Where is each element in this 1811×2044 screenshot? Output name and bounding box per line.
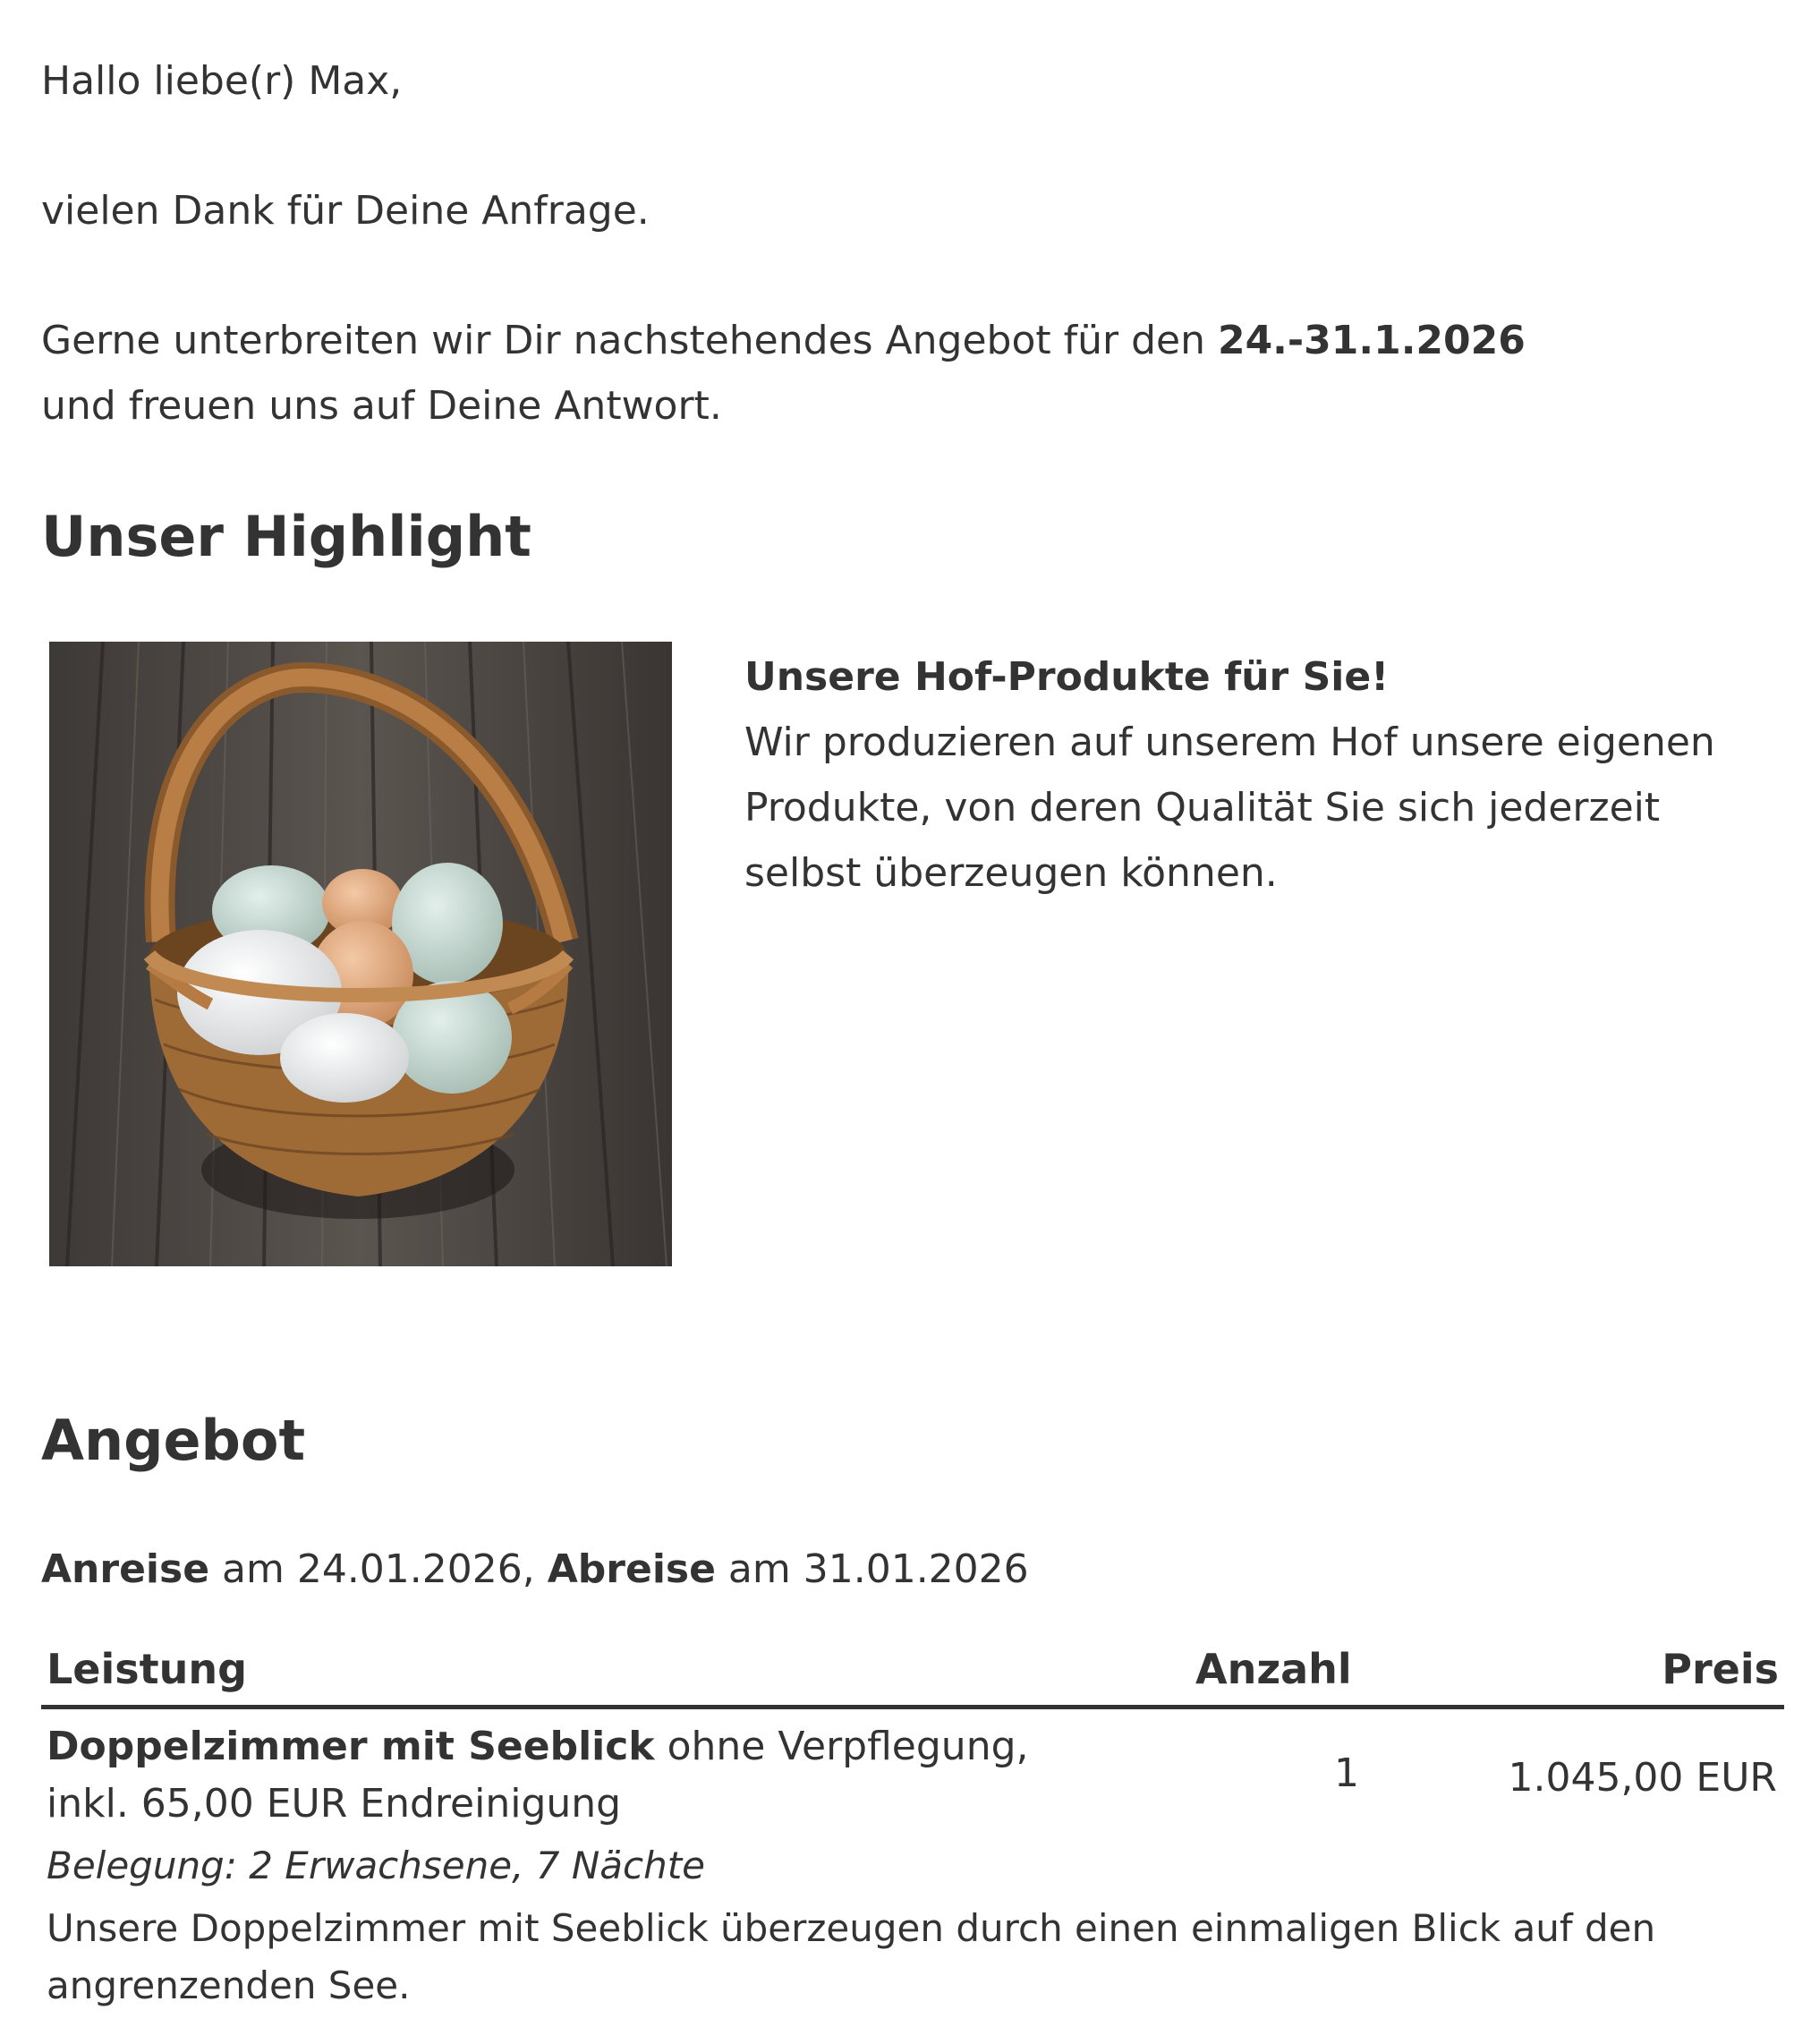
departure-label: Abreise: [547, 1546, 716, 1592]
column-header-quantity: Anzahl: [1195, 1645, 1352, 1693]
item-quantity: 1: [1334, 1750, 1359, 1796]
room-occupancy: Belegung: 2 Erwachsene, 7 Nächte: [47, 1844, 706, 1887]
offer-item-title: [47, 1718, 1058, 1833]
intro-dates: 24.-31.1.2026: [1217, 318, 1526, 363]
greeting: Hallo liebe(r) Max,: [41, 58, 403, 104]
room-name: Doppelzimmer mit Seeblick: [47, 1724, 655, 1769]
thanks-text: vielen Dank für Deine Anfrage.: [41, 188, 650, 234]
item-price: 1.045,00 EUR: [1508, 1755, 1777, 1801]
departure-date: am 31.01.2026: [715, 1546, 1029, 1592]
intro-text: Gerne unterbreiten wir Dir nachstehendes Angebot für den: [41, 318, 1218, 363]
offer-table-header: [41, 1633, 1784, 1709]
egg-basket-image: [49, 642, 672, 1266]
arrival-label: Anreise: [41, 1546, 210, 1592]
intro-line-2: und freuen uns auf Deine Antwort.: [41, 383, 722, 429]
room-details: ohne Verpflegung, inkl. 65,00 EUR Endreinigung: [47, 1724, 1029, 1827]
column-header-service: Leistung: [47, 1645, 248, 1693]
column-header-price: Preis: [1662, 1645, 1779, 1693]
intro-line-1: [41, 309, 1526, 373]
room-description: Unsere Doppelzimmer mit Seeblick überzeugen durch einen einmaligen Blick auf den angrenzenden See.: [47, 1906, 1656, 2007]
highlight-heading: Unser Highlight: [41, 504, 531, 569]
arrival-date: am 24.01.2026,: [209, 1546, 548, 1592]
stay-dates: [41, 1537, 1029, 1602]
highlight-box: [744, 644, 1782, 906]
highlight-title: Unsere Hof-Produkte für Sie!: [744, 654, 1390, 700]
offer-heading: Angebot: [41, 1408, 306, 1473]
highlight-text: Wir produzieren auf unserem Hof unsere eigenen Produkte, von deren Qualität Sie sich jederzeit selbst überzeugen können.: [744, 720, 1715, 896]
